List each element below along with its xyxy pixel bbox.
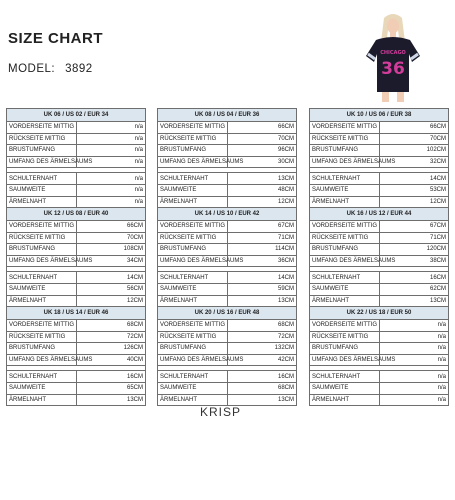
table-row <box>7 343 146 355</box>
table-row <box>7 156 146 168</box>
table-row <box>310 394 449 406</box>
measurement-label: RÜCKSEITE MITTIG <box>7 232 77 244</box>
table-row <box>158 331 297 343</box>
measurement-label: SAUMWEITE <box>158 184 228 196</box>
measurement-value: 72CM <box>227 331 297 343</box>
measurement-label: RÜCKSEITE MITTIG <box>7 133 77 145</box>
size-table-header: UK 22 / US 18 / EUR 50 <box>310 307 449 320</box>
measurement-value: 70CM <box>227 133 297 145</box>
table-row <box>7 145 146 157</box>
page-title: SIZE CHART <box>8 30 103 47</box>
measurement-value: n/a <box>76 184 146 196</box>
table-row <box>158 255 297 267</box>
size-table-header: UK 06 / US 02 / EUR 34 <box>7 109 146 122</box>
table-row <box>310 145 449 157</box>
size-table <box>6 207 146 307</box>
table-row <box>310 283 449 295</box>
measurement-value: 68CM <box>227 320 297 332</box>
measurement-label: SAUMWEITE <box>310 184 380 196</box>
size-table <box>309 306 449 406</box>
measurement-label: ÄRMELNAHT <box>7 295 77 307</box>
measurement-value: n/a <box>76 145 146 157</box>
measurement-value: n/a <box>379 354 449 366</box>
measurement-label: VORDERSEITE MITTIG <box>310 221 380 233</box>
measurement-value: 102CM <box>379 145 449 157</box>
measurement-label: UMFANG DES ÄRMELSAUMS <box>7 255 77 267</box>
brand-name: KRISP <box>200 405 242 419</box>
measurement-value: n/a <box>379 371 449 383</box>
measurement-value: n/a <box>379 331 449 343</box>
measurement-label: BRUSTUMFANG <box>158 244 228 256</box>
measurement-value: 120CM <box>379 244 449 256</box>
table-row <box>7 295 146 307</box>
table-row <box>158 283 297 295</box>
measurement-label: RÜCKSEITE MITTIG <box>310 133 380 145</box>
measurement-label: SCHULTERNAHT <box>310 173 380 185</box>
table-row <box>158 320 297 332</box>
measurement-value: n/a <box>76 122 146 134</box>
table-row <box>310 331 449 343</box>
measurement-label: VORDERSEITE MITTIG <box>310 122 380 134</box>
table-row <box>7 173 146 185</box>
measurement-label: RÜCKSEITE MITTIG <box>310 232 380 244</box>
measurement-label: SCHULTERNAHT <box>158 173 228 185</box>
measurement-label: RÜCKSEITE MITTIG <box>310 331 380 343</box>
measurement-value: 14CM <box>227 272 297 284</box>
size-table <box>157 207 297 307</box>
measurement-label: UMFANG DES ÄRMELSAUMS <box>7 354 77 366</box>
measurement-label: SAUMWEITE <box>310 283 380 295</box>
measurement-value: 62CM <box>379 283 449 295</box>
measurement-label: ÄRMELNAHT <box>7 196 77 208</box>
measurement-value: n/a <box>379 343 449 355</box>
table-row <box>310 196 449 208</box>
measurement-value: 132CM <box>227 343 297 355</box>
table-row <box>310 255 449 267</box>
table-row <box>158 232 297 244</box>
measurement-value: 66CM <box>379 122 449 134</box>
size-table-header: UK 08 / US 04 / EUR 36 <box>158 109 297 122</box>
measurement-value: 96CM <box>227 145 297 157</box>
size-table-header: UK 20 / US 16 / EUR 48 <box>158 307 297 320</box>
table-row <box>7 232 146 244</box>
measurement-label: SAUMWEITE <box>310 382 380 394</box>
measurement-value: 12CM <box>379 196 449 208</box>
measurement-label: ÄRMELNAHT <box>310 295 380 307</box>
table-row <box>310 133 449 145</box>
measurement-label: VORDERSEITE MITTIG <box>158 320 228 332</box>
measurement-value: 32CM <box>379 156 449 168</box>
table-row <box>310 156 449 168</box>
table-row <box>310 184 449 196</box>
table-row <box>7 283 146 295</box>
table-row <box>310 244 449 256</box>
shirt-text: CHICAGO <box>380 50 406 56</box>
measurement-value: 13CM <box>227 173 297 185</box>
measurement-value: 126CM <box>76 343 146 355</box>
table-row <box>158 196 297 208</box>
measurement-label: BRUSTUMFANG <box>310 244 380 256</box>
measurement-label: ÄRMELNAHT <box>310 394 380 406</box>
table-row <box>310 354 449 366</box>
model-face <box>387 19 399 34</box>
measurement-value: 34CM <box>76 255 146 267</box>
table-row <box>158 371 297 383</box>
measurement-label: BRUSTUMFANG <box>158 343 228 355</box>
measurement-value: 13CM <box>227 295 297 307</box>
size-chart-grid <box>6 108 449 404</box>
table-row <box>310 173 449 185</box>
measurement-value: 48CM <box>227 184 297 196</box>
model-photo <box>362 12 424 102</box>
measurement-value: 71CM <box>227 232 297 244</box>
size-table-header: UK 12 / US 08 / EUR 40 <box>7 208 146 221</box>
table-row <box>7 320 146 332</box>
size-table <box>157 108 297 208</box>
measurement-label: UMFANG DES ÄRMELSAUMS <box>158 156 228 168</box>
model-line <box>8 63 93 75</box>
measurement-value: 72CM <box>76 331 146 343</box>
measurement-value: n/a <box>76 156 146 168</box>
measurement-label: UMFANG DES ÄRMELSAUMS <box>310 255 380 267</box>
table-row <box>7 354 146 366</box>
measurement-label: SAUMWEITE <box>7 382 77 394</box>
model-leg-right <box>397 92 404 102</box>
size-table-header: UK 14 / US 10 / EUR 42 <box>158 208 297 221</box>
measurement-label: SCHULTERNAHT <box>7 173 77 185</box>
measurement-value: 70CM <box>379 133 449 145</box>
measurement-value: 16CM <box>76 371 146 383</box>
measurement-value: 68CM <box>227 382 297 394</box>
table-row <box>158 156 297 168</box>
measurement-value: 66CM <box>227 122 297 134</box>
table-row <box>7 371 146 383</box>
measurement-value: 65CM <box>76 382 146 394</box>
measurement-value: 53CM <box>379 184 449 196</box>
measurement-value: n/a <box>379 394 449 406</box>
table-row <box>158 184 297 196</box>
model-leg-left <box>382 92 389 102</box>
table-row <box>310 122 449 134</box>
measurement-label: ÄRMELNAHT <box>7 394 77 406</box>
measurement-label: VORDERSEITE MITTIG <box>7 122 77 134</box>
size-table <box>6 108 146 208</box>
measurement-label: VORDERSEITE MITTIG <box>158 221 228 233</box>
measurement-label: RÜCKSEITE MITTIG <box>158 331 228 343</box>
measurement-value: 66CM <box>76 221 146 233</box>
measurement-label: UMFANG DES ÄRMELSAUMS <box>310 156 380 168</box>
table-row <box>310 371 449 383</box>
measurement-label: UMFANG DES ÄRMELSAUMS <box>310 354 380 366</box>
shirt-number: 36 <box>381 59 405 79</box>
measurement-value: 114CM <box>227 244 297 256</box>
table-row <box>7 272 146 284</box>
measurement-label: SCHULTERNAHT <box>7 272 77 284</box>
table-row <box>7 122 146 134</box>
measurement-label: UMFANG DES ÄRMELSAUMS <box>7 156 77 168</box>
measurement-value: 16CM <box>379 272 449 284</box>
measurement-value: 13CM <box>227 394 297 406</box>
measurement-label: SCHULTERNAHT <box>158 371 228 383</box>
measurement-label: SAUMWEITE <box>158 382 228 394</box>
measurement-value: 13CM <box>76 394 146 406</box>
table-row <box>310 221 449 233</box>
table-row <box>7 244 146 256</box>
table-row <box>7 255 146 267</box>
table-row <box>158 221 297 233</box>
table-row <box>310 343 449 355</box>
table-row <box>7 382 146 394</box>
measurement-value: n/a <box>76 133 146 145</box>
measurement-value: n/a <box>76 173 146 185</box>
table-row <box>158 122 297 134</box>
measurement-value: 36CM <box>227 255 297 267</box>
size-table <box>309 108 449 208</box>
measurement-value: 38CM <box>379 255 449 267</box>
table-row <box>310 320 449 332</box>
size-table-header: UK 16 / US 12 / EUR 44 <box>310 208 449 221</box>
measurement-label: BRUSTUMFANG <box>310 145 380 157</box>
measurement-label: ÄRMELNAHT <box>158 394 228 406</box>
measurement-value: 67CM <box>379 221 449 233</box>
size-table-header: UK 18 / US 14 / EUR 46 <box>7 307 146 320</box>
size-table <box>157 306 297 406</box>
model-number: 3892 <box>65 63 93 75</box>
measurement-value: 56CM <box>76 283 146 295</box>
table-row <box>310 295 449 307</box>
measurement-label: RÜCKSEITE MITTIG <box>7 331 77 343</box>
table-row <box>158 343 297 355</box>
measurement-label: SCHULTERNAHT <box>158 272 228 284</box>
measurement-value: n/a <box>379 320 449 332</box>
table-row <box>158 244 297 256</box>
measurement-value: 67CM <box>227 221 297 233</box>
measurement-label: SCHULTERNAHT <box>310 371 380 383</box>
measurement-label: SCHULTERNAHT <box>7 371 77 383</box>
measurement-label: VORDERSEITE MITTIG <box>158 122 228 134</box>
table-row <box>158 133 297 145</box>
measurement-value: 68CM <box>76 320 146 332</box>
table-row <box>7 394 146 406</box>
table-row <box>7 196 146 208</box>
measurement-label: SAUMWEITE <box>158 283 228 295</box>
size-table-header: UK 10 / US 06 / EUR 38 <box>310 109 449 122</box>
measurement-value: 59CM <box>227 283 297 295</box>
table-row <box>310 272 449 284</box>
measurement-label: RÜCKSEITE MITTIG <box>158 133 228 145</box>
model-label: MODEL: <box>8 63 56 75</box>
measurement-label: BRUSTUMFANG <box>7 244 77 256</box>
measurement-value: 13CM <box>379 295 449 307</box>
measurement-value: 16CM <box>227 371 297 383</box>
measurement-label: UMFANG DES ÄRMELSAUMS <box>158 354 228 366</box>
table-row <box>158 145 297 157</box>
size-table <box>309 207 449 307</box>
measurement-label: VORDERSEITE MITTIG <box>310 320 380 332</box>
measurement-value: 40CM <box>76 354 146 366</box>
table-row <box>158 382 297 394</box>
measurement-label: ÄRMELNAHT <box>158 196 228 208</box>
measurement-value: 70CM <box>76 232 146 244</box>
size-table <box>6 306 146 406</box>
measurement-label: BRUSTUMFANG <box>158 145 228 157</box>
measurement-label: VORDERSEITE MITTIG <box>7 320 77 332</box>
table-row <box>7 184 146 196</box>
measurement-value: 14CM <box>76 272 146 284</box>
table-row <box>310 382 449 394</box>
measurement-label: RÜCKSEITE MITTIG <box>158 232 228 244</box>
measurement-label: ÄRMELNAHT <box>310 196 380 208</box>
measurement-label: BRUSTUMFANG <box>7 343 77 355</box>
measurement-label: BRUSTUMFANG <box>310 343 380 355</box>
table-row <box>158 173 297 185</box>
measurement-label: BRUSTUMFANG <box>7 145 77 157</box>
table-row <box>310 232 449 244</box>
measurement-value: 108CM <box>76 244 146 256</box>
measurement-label: UMFANG DES ÄRMELSAUMS <box>158 255 228 267</box>
measurement-label: SAUMWEITE <box>7 184 77 196</box>
measurement-label: VORDERSEITE MITTIG <box>7 221 77 233</box>
measurement-label: ÄRMELNAHT <box>158 295 228 307</box>
measurement-value: 71CM <box>379 232 449 244</box>
table-row <box>158 272 297 284</box>
table-row <box>7 133 146 145</box>
table-row <box>158 394 297 406</box>
measurement-value: 12CM <box>76 295 146 307</box>
table-row <box>7 221 146 233</box>
measurement-value: n/a <box>76 196 146 208</box>
measurement-value: 42CM <box>227 354 297 366</box>
measurement-value: 12CM <box>227 196 297 208</box>
table-row <box>158 295 297 307</box>
measurement-value: 30CM <box>227 156 297 168</box>
measurement-value: 14CM <box>379 173 449 185</box>
measurement-value: n/a <box>379 382 449 394</box>
table-row <box>7 331 146 343</box>
measurement-label: SAUMWEITE <box>7 283 77 295</box>
table-row <box>158 354 297 366</box>
measurement-label: SCHULTERNAHT <box>310 272 380 284</box>
